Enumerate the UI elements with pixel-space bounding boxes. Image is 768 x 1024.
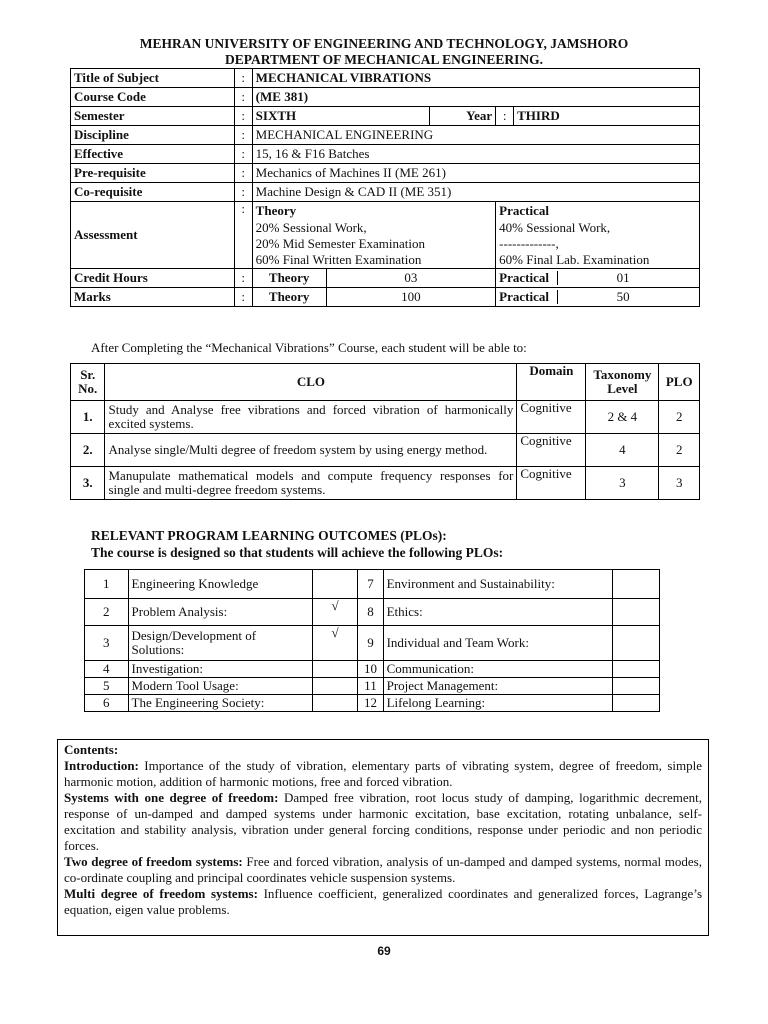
plo-label: Lifelong Learning:	[383, 695, 613, 712]
page-number: 69	[377, 944, 391, 958]
theory-line: 20% Sessional Work,	[255, 220, 367, 235]
plo-label: Design/Development of Solutions:	[128, 626, 312, 661]
plo-heading: RELEVANT PROGRAM LEARNING OUTCOMES (PLOs):	[91, 528, 447, 543]
practical-line: -------------,	[499, 236, 559, 251]
plo-table	[84, 569, 660, 712]
plo-label: Individual and Team Work:	[383, 626, 613, 661]
sr-no-header: Sr. No.	[71, 364, 105, 401]
prereq-value: Mechanics of Machines II (ME 261)	[252, 164, 699, 183]
plo-row: 3 Design/Development of Solutions: √ 9 Individual and Team Work:	[85, 626, 660, 661]
credit-label: Credit Hours	[71, 269, 235, 288]
plo-mark	[613, 626, 660, 661]
domain-header: Domain	[517, 364, 586, 401]
row-discipline: Discipline : MECHANICAL ENGINEERING	[71, 126, 700, 145]
clo-level: 4	[586, 434, 659, 467]
assessment-label: Assessment	[71, 202, 235, 269]
contents-section: Introduction: Importance of the study of vibration, elementary parts of vibrating system, degree of freedom, simple harmonic motion, addition of harmonic motions, free and forced vibration.	[64, 758, 702, 789]
intro-sentence: After Completing the “Mechanical Vibrations” Course, each student will be able to:	[91, 340, 527, 355]
assessment-practical	[496, 202, 700, 269]
plo-mark	[312, 695, 358, 712]
plo-label: Ethics:	[383, 599, 613, 626]
clo-plo: 2	[659, 401, 700, 434]
plo-header: PLO	[659, 364, 700, 401]
marks-theory-label: Theory	[252, 288, 326, 307]
contents-box	[57, 739, 709, 936]
plo-mark	[613, 599, 660, 626]
row-credit-hours: Credit Hours : Theory 03 Practical 01	[71, 269, 700, 288]
clo-plo: 2	[659, 434, 700, 467]
plo-label: Problem Analysis:	[128, 599, 312, 626]
marks-practical-label: Practical	[496, 290, 558, 304]
clo-row	[71, 401, 700, 434]
clo-sr: 1.	[71, 401, 105, 434]
clo-plo: 3	[659, 467, 700, 500]
row-semester: Semester : SIXTH Year : THIRD	[71, 107, 700, 126]
credit-practical-value: 01	[616, 270, 630, 285]
row-marks: Marks : Theory 100 Practical 50	[71, 288, 700, 307]
plo-mark	[613, 661, 660, 678]
clo-level: 2 & 4	[586, 401, 659, 434]
plo-label: Communication:	[383, 661, 613, 678]
plo-mark	[312, 661, 358, 678]
clo-header: CLO	[105, 364, 517, 401]
title-value: MECHANICAL VIBRATIONS	[252, 69, 699, 88]
taxonomy-header: Taxonomy Level	[586, 364, 659, 401]
marks-practical-value: 50	[616, 289, 630, 304]
credit-theory-value: 03	[326, 269, 496, 288]
coreq-value: Machine Design & CAD II (ME 351)	[252, 183, 699, 202]
practical-line: 40% Sessional Work,	[499, 220, 611, 235]
credit-practical-cell	[496, 269, 700, 288]
marks-label: Marks	[71, 288, 235, 307]
clo-sr: 3.	[71, 467, 105, 500]
discipline-value: MECHANICAL ENGINEERING	[252, 126, 699, 145]
year-value: THIRD	[514, 107, 700, 126]
clo-row	[71, 434, 700, 467]
plo-row: 2 Problem Analysis: √ 8 Ethics:	[85, 599, 660, 626]
department-title: DEPARTMENT OF MECHANICAL ENGINEERING.	[224, 52, 544, 67]
row-code: Course Code : (ME 381)	[71, 88, 700, 107]
practical-line: 60% Final Lab. Examination	[499, 252, 650, 267]
plo-row: 5 Modern Tool Usage: 11 Project Management:	[85, 678, 660, 695]
clo-domain: Cognitive	[517, 401, 586, 434]
row-title: Title of Subject : MECHANICAL VIBRATIONS	[71, 69, 700, 88]
row-prerequisite: Pre-requisite : Mechanics of Machines II (ME 261)	[71, 164, 700, 183]
practical-heading: Practical	[499, 203, 549, 218]
effective-label: Effective	[71, 145, 235, 164]
clo-text: Analyse single/Multi degree of freedom system by using energy method.	[105, 434, 517, 467]
assessment-theory	[252, 202, 496, 269]
effective-value: 15, 16 & F16 Batches	[252, 145, 699, 164]
plo-mark: √	[312, 599, 358, 626]
clo-domain: Cognitive	[517, 434, 586, 467]
plo-mark	[613, 695, 660, 712]
plo-label: Investigation:	[128, 661, 312, 678]
theory-heading: Theory	[255, 203, 297, 218]
title-label: Title of Subject	[71, 69, 235, 88]
credit-practical-label: Practical	[496, 271, 558, 285]
plo-mark	[613, 570, 660, 599]
prereq-label: Pre-requisite	[71, 164, 235, 183]
clo-domain: Cognitive	[517, 467, 586, 500]
plo-mark	[312, 678, 358, 695]
plo-label: Project Management:	[383, 678, 613, 695]
plo-label: Engineering Knowledge	[128, 570, 312, 599]
plo-row: 4 Investigation: 10 Communication:	[85, 661, 660, 678]
plo-row: 6 The Engineering Society: 12 Lifelong Learning:	[85, 695, 660, 712]
marks-practical-cell	[496, 288, 700, 307]
row-corequisite: Co-requisite : Machine Design & CAD II (ME 351)	[71, 183, 700, 202]
university-title: MEHRAN UNIVERSITY OF ENGINEERING AND TECHNOLOGY, JAMSHORO	[139, 36, 629, 51]
plo-label: Modern Tool Usage:	[128, 678, 312, 695]
theory-line: 20% Mid Semester Examination	[255, 236, 426, 251]
credit-theory-label: Theory	[252, 269, 326, 288]
marks-theory-value: 100	[326, 288, 496, 307]
theory-line: 60% Final Written Examination	[255, 252, 422, 267]
year-label: Year	[430, 107, 496, 126]
clo-level: 3	[586, 467, 659, 500]
contents-section: Two degree of freedom systems: Free and forced vibration, analysis of un-damped and damped systems, normal modes, co-ordinate coupling and principal coordinates vehicle suspension systems.	[64, 854, 702, 885]
clo-row	[71, 467, 700, 500]
plo-mark	[312, 570, 358, 599]
semester-label: Semester	[71, 107, 235, 126]
course-info-table	[70, 68, 700, 307]
plo-mark	[613, 678, 660, 695]
code-label: Course Code	[71, 88, 235, 107]
plo-label: Environment and Sustainability:	[383, 570, 613, 599]
contents-heading: Contents:	[64, 742, 119, 757]
row-effective: Effective : 15, 16 & F16 Batches	[71, 145, 700, 164]
contents-section: Systems with one degree of freedom: Damped free vibration, root locus study of damping, logarithmic decrement, response of un-damped and damped systems under harmonic excitation, base excitation, rotating unbalance, self-excitation and stability analysis, vibration under general forcing conditions, response under periodic and non periodic forces.	[64, 790, 702, 853]
clo-header-row	[71, 364, 700, 401]
code-value: (ME 381)	[252, 88, 699, 107]
row-assessment: Assessment : Theory 20% Sessional Work, 20% Mid Semester Examination 60% Final Written Examination Practical 40% Sessional Work, -------------, 60% Final Lab. Examination	[71, 202, 700, 269]
plo-mark: √	[312, 626, 358, 661]
clo-text: Study and Analyse free vibrations and forced vibration of harmonically excited systems.	[105, 401, 517, 434]
clo-text: Manupulate mathematical models and compute frequency responses for single and multi-degree freedom systems.	[105, 467, 517, 500]
contents-section: Multi degree of freedom systems: Influence coefficient, generalized coordinates and generalized forces, Lagrange’s equation, eigen value problems.	[64, 886, 702, 917]
discipline-label: Discipline	[71, 126, 235, 145]
semester-value: SIXTH	[252, 107, 430, 126]
plo-subheading: The course is designed so that students will achieve the following PLOs:	[91, 545, 504, 560]
plo-row: 1 Engineering Knowledge 7 Environment and Sustainability:	[85, 570, 660, 599]
clo-sr: 2.	[71, 434, 105, 467]
clo-table	[70, 363, 700, 500]
plo-label: The Engineering Society:	[128, 695, 312, 712]
coreq-label: Co-requisite	[71, 183, 235, 202]
